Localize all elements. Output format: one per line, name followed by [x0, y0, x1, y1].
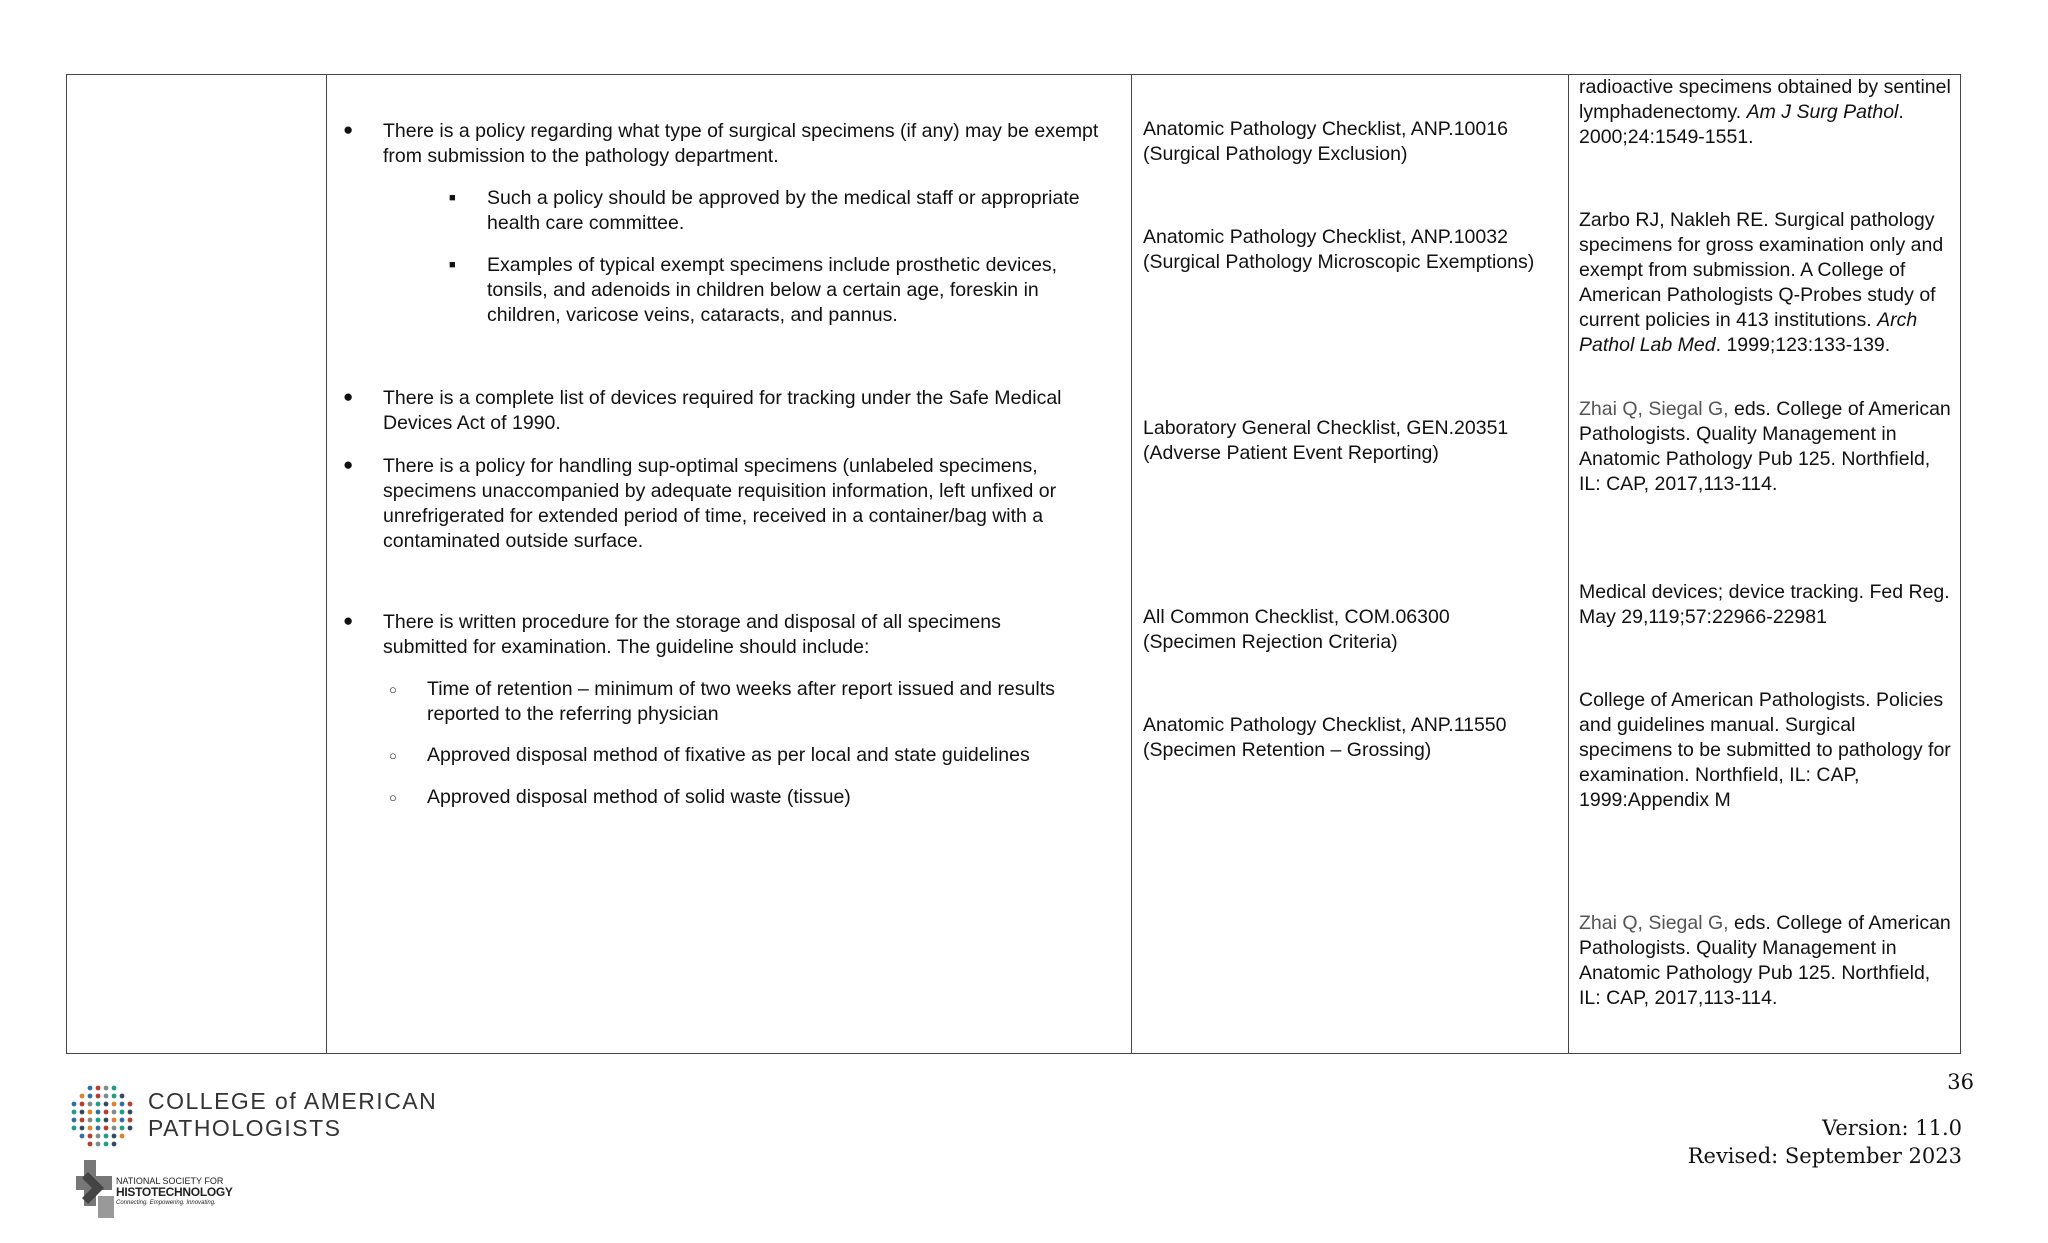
nsh-logo-icon [74, 1156, 120, 1222]
bullet-device-list: There is a complete list of devices required for tracking under the Safe Medical Devices Act of 1990. [383, 387, 1062, 434]
bullet-dot: ● [343, 120, 354, 139]
reference-journal: Arch Pathol Lab Med [1579, 309, 1918, 356]
checklist-ref-line: (Adverse Patient Event Reporting) [1143, 442, 1439, 464]
version-label: Version: 11.0 [1822, 1116, 1962, 1140]
sub-bullet-fixative: Approved disposal method of fixative as per local and state guidelines [427, 744, 1030, 766]
references-cell [1569, 75, 1961, 1054]
checklist-ref [1143, 117, 1563, 167]
checklist-ref [1143, 713, 1563, 763]
reference-text: radioactive specimens obtained by sentinel lymphadenectomy. [1579, 76, 1951, 123]
reference-entry [1579, 75, 1954, 150]
reference-text: . 1999;123:133-139. [1715, 334, 1891, 356]
bullet-circle: ○ [389, 790, 397, 805]
checklist-ref-line: Anatomic Pathology Checklist, ANP.10016 [1143, 118, 1508, 140]
checklist-ref-line: Laboratory General Checklist, GEN.20351 [1143, 417, 1509, 439]
checklist-ref-line: (Specimen Retention – Grossing) [1143, 739, 1432, 761]
nsh-logo-line: NATIONAL SOCIETY FOR [116, 1176, 224, 1186]
nsh-logo-text [116, 1176, 233, 1209]
empty-column-cell [67, 75, 327, 1054]
bullet-square: ■ [449, 259, 456, 271]
bullet-dot: ● [343, 455, 354, 474]
checklist-ref [1143, 605, 1563, 655]
sub-bullet-solid-waste: Approved disposal method of solid waste (tissue) [427, 786, 851, 808]
bullet-suboptimal-policy: There is a policy for handling sup-optimal specimens (unlabeled specimens, specimens unaccompanied by adequate requisition information, left unfixed or unrefrigerated for extended period of time, received in a container/bag with a contaminated outside surface. [383, 455, 1057, 552]
reference-text: eds. College of American Pathologists. Quality Management in Anatomic Pathology Pub 125. Northfield, IL: CAP, 2017,113-114. [1579, 912, 1951, 1009]
bullet-storage-disposal: There is written procedure for the storage and disposal of all specimens submitted for examination. The guideline should include: [383, 611, 1001, 658]
requirements-table [66, 74, 1961, 1054]
checklist-ref-line: Anatomic Pathology Checklist, ANP.11550 [1143, 714, 1507, 736]
reference-entry [1579, 208, 1954, 358]
bullet-dot: ● [343, 387, 354, 406]
checklist-ref-line: (Surgical Pathology Exclusion) [1143, 143, 1408, 165]
reference-entry: Medical devices; device tracking. Fed Reg. May 29,119;57:22966-22981 [1579, 581, 1950, 628]
nsh-logo-line: HISTOTECHNOLOGY [116, 1185, 233, 1199]
sub-bullet-approval: Such a policy should be approved by the medical staff or appropriate health care committee. [487, 187, 1080, 234]
requirements-cell [327, 75, 1132, 1054]
reference-journal: Am J Surg Pathol [1746, 101, 1899, 123]
reference-entry [1579, 911, 1954, 1011]
checklist-ref-line: (Surgical Pathology Microscopic Exemptions) [1143, 251, 1535, 273]
page-number: 36 [1947, 1070, 1974, 1094]
checklist-ref-line: (Specimen Rejection Criteria) [1143, 631, 1398, 653]
reference-entry [1579, 397, 1954, 497]
cap-logo-text [148, 1088, 437, 1142]
checklist-ref-line: All Common Checklist, COM.06300 [1143, 606, 1450, 628]
bullet-circle: ○ [389, 682, 397, 697]
reference-text: . 2000;24:1549-1551. [1579, 101, 1904, 148]
reference-authors: Zhai Q, Siegal G, [1579, 398, 1729, 420]
checklist-ref-line: Anatomic Pathology Checklist, ANP.10032 [1143, 226, 1508, 248]
checklist-ref [1143, 225, 1563, 275]
bullet-circle: ○ [389, 748, 397, 763]
sub-bullet-retention: Time of retention – minimum of two weeks after report issued and results reported to the referring physician [427, 678, 1055, 725]
bullet-dot: ● [343, 611, 354, 630]
version-block [1688, 1114, 1962, 1170]
reference-authors: Zhai Q, Siegal G, [1579, 912, 1729, 934]
reference-entry: College of American Pathologists. Policies and guidelines manual. Surgical specimens to be submitted to pathology for examination. Northfield, IL: CAP, 1999:Appendix M [1579, 689, 1951, 811]
cap-logo-line: COLLEGE of AMERICAN [148, 1088, 438, 1114]
bullet-square: ■ [449, 192, 456, 204]
bullet-policy-exempt: There is a policy regarding what type of surgical specimens (if any) may be exempt from submission to the pathology department. [383, 120, 1099, 167]
checklist-ref [1143, 416, 1563, 466]
cap-logo-icon [70, 1084, 134, 1148]
reference-text: Zarbo RJ, Nakleh RE. Surgical pathology specimens for gross examination only and exempt from submission. A College of American Pathologists Q-Probes study of current policies in 413 institutions. [1579, 209, 1944, 331]
sub-bullet-examples: Examples of typical exempt specimens include prosthetic devices, tonsils, and adenoids in children below a certain age, foreskin in children, varicose veins, cataracts, and pannus. [487, 254, 1058, 326]
revised-date: Revised: September 2023 [1687, 1144, 1962, 1168]
reference-text: eds. College of American Pathologists. Quality Management in Anatomic Pathology Pub 125. Northfield, IL: CAP, 2017,113-114. [1579, 398, 1951, 495]
cap-logo-line: PATHOLOGISTS [148, 1115, 342, 1141]
checklist-cell [1132, 75, 1569, 1054]
nsh-logo-tagline: Connecting. Empowering. Innovating. [116, 1200, 216, 1206]
